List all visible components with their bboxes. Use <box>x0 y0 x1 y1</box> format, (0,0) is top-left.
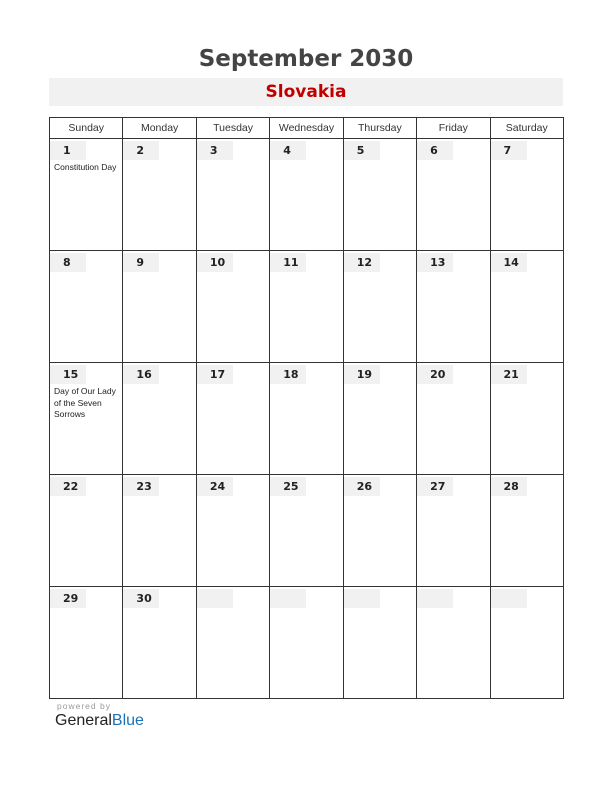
day-number: 7 <box>491 141 527 160</box>
day-number: 4 <box>270 141 306 160</box>
day-number: 15 <box>50 365 86 384</box>
day-cell <box>417 363 490 475</box>
day-number: 13 <box>417 253 453 272</box>
day-cell <box>417 139 490 251</box>
day-cell <box>270 139 343 251</box>
day-number: 6 <box>417 141 453 160</box>
day-cell <box>50 587 123 699</box>
week-row <box>50 363 564 475</box>
day-number: 19 <box>344 365 380 384</box>
day-number <box>270 589 306 608</box>
holiday-label: Day of Our Lady of the Seven Sorrows <box>54 386 116 419</box>
day-cell <box>270 363 343 475</box>
day-cell <box>123 363 196 475</box>
day-number <box>197 589 233 608</box>
day-number: 10 <box>197 253 233 272</box>
weekday-header: Sunday <box>50 118 123 139</box>
day-cell <box>490 587 563 699</box>
day-cell <box>270 475 343 587</box>
day-cell <box>196 363 269 475</box>
brand-logo <box>55 712 144 730</box>
day-cell <box>123 475 196 587</box>
weekday-header: Friday <box>417 118 490 139</box>
day-number: 9 <box>123 253 159 272</box>
day-cell <box>417 587 490 699</box>
day-cell <box>417 475 490 587</box>
calendar-grid <box>49 117 564 699</box>
day-cell <box>270 251 343 363</box>
day-number <box>344 589 380 608</box>
weekday-header: Saturday <box>490 118 563 139</box>
day-cell <box>417 251 490 363</box>
country-name: Slovakia <box>265 82 347 102</box>
day-cell <box>50 363 123 475</box>
country-banner <box>49 78 563 106</box>
day-number: 18 <box>270 365 306 384</box>
day-number: 30 <box>123 589 159 608</box>
day-number: 3 <box>197 141 233 160</box>
day-number: 20 <box>417 365 453 384</box>
day-cell <box>343 251 416 363</box>
day-number: 8 <box>50 253 86 272</box>
day-cell <box>50 251 123 363</box>
brand-general: General <box>55 712 112 729</box>
day-cell <box>490 363 563 475</box>
weekday-header: Monday <box>123 118 196 139</box>
day-number: 26 <box>344 477 380 496</box>
day-number: 29 <box>50 589 86 608</box>
day-number: 14 <box>491 253 527 272</box>
day-cell <box>196 475 269 587</box>
day-number: 23 <box>123 477 159 496</box>
day-cell <box>270 587 343 699</box>
weekday-header-row <box>50 118 564 139</box>
day-cell <box>50 475 123 587</box>
weekday-header: Thursday <box>343 118 416 139</box>
day-cell <box>490 251 563 363</box>
powered-by-label: powered by <box>57 701 111 711</box>
week-row <box>50 139 564 251</box>
day-cell <box>343 363 416 475</box>
day-number: 11 <box>270 253 306 272</box>
day-number: 25 <box>270 477 306 496</box>
day-number: 21 <box>491 365 527 384</box>
day-number: 1 <box>50 141 86 160</box>
day-cell <box>50 139 123 251</box>
weekday-header: Wednesday <box>270 118 343 139</box>
day-cell <box>343 475 416 587</box>
day-number <box>417 589 453 608</box>
day-number: 24 <box>197 477 233 496</box>
week-row <box>50 587 564 699</box>
brand-blue: Blue <box>111 712 144 729</box>
day-cell <box>343 587 416 699</box>
day-number: 22 <box>50 477 86 496</box>
day-number: 16 <box>123 365 159 384</box>
week-row <box>50 251 564 363</box>
page-title: September 2030 <box>198 46 414 72</box>
day-number: 17 <box>197 365 233 384</box>
day-cell <box>123 587 196 699</box>
day-cell <box>196 139 269 251</box>
holiday-label: Constitution Day <box>54 162 117 172</box>
weekday-header: Tuesday <box>196 118 269 139</box>
day-cell <box>196 587 269 699</box>
day-number: 2 <box>123 141 159 160</box>
week-row <box>50 475 564 587</box>
day-number <box>491 589 527 608</box>
day-cell <box>343 139 416 251</box>
day-cell <box>490 475 563 587</box>
day-number: 12 <box>344 253 380 272</box>
day-number: 27 <box>417 477 453 496</box>
day-cell <box>196 251 269 363</box>
day-cell <box>123 139 196 251</box>
day-cell <box>490 139 563 251</box>
day-number: 5 <box>344 141 380 160</box>
day-cell <box>123 251 196 363</box>
day-number: 28 <box>491 477 527 496</box>
